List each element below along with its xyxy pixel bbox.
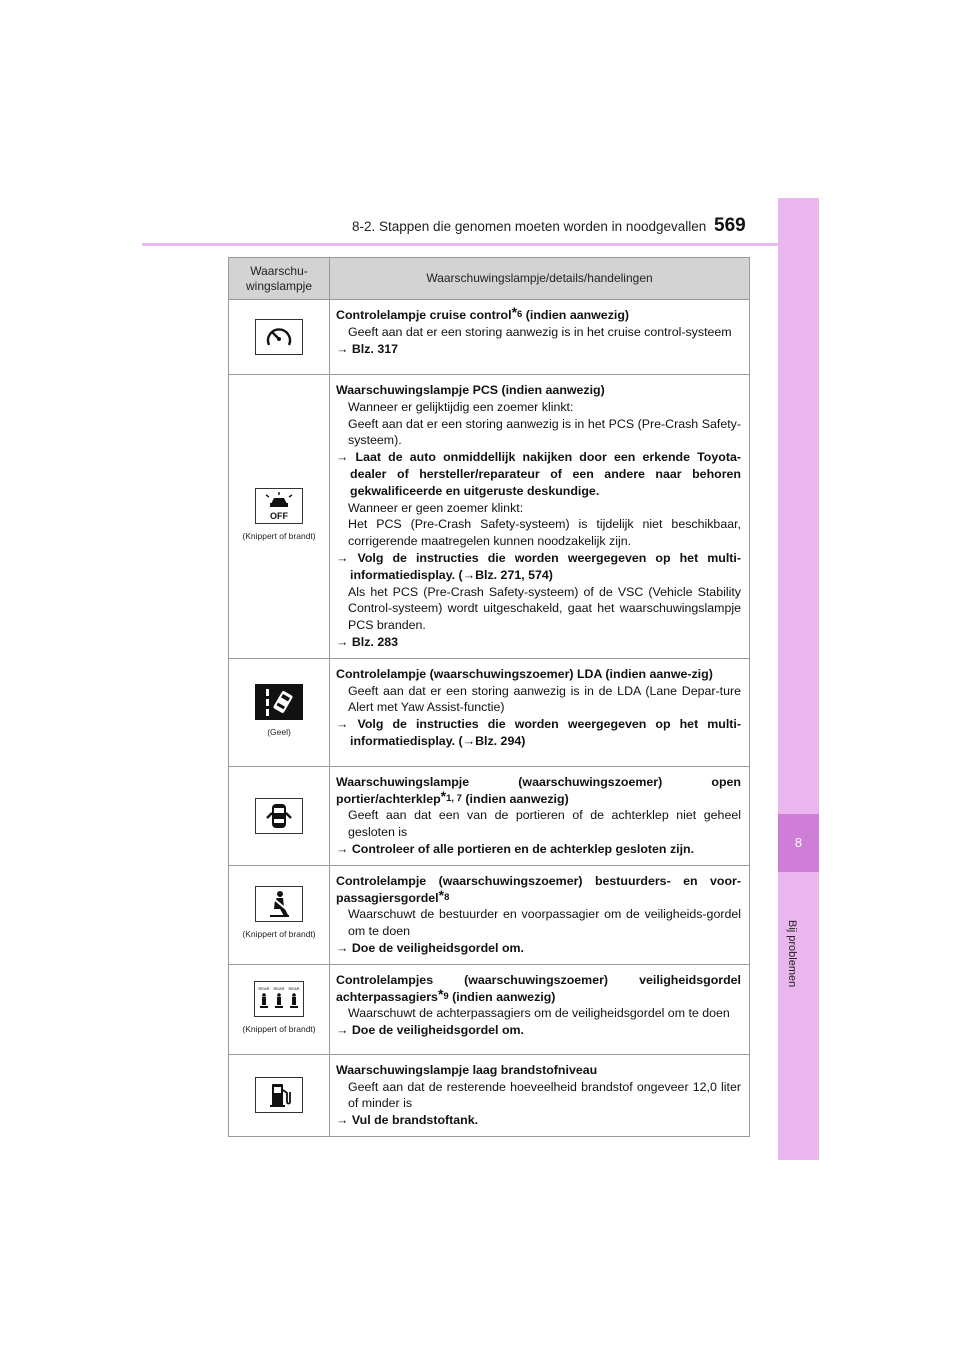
table-row: [229, 658, 750, 766]
chapter-side-tab: [778, 198, 819, 1160]
warning-lights-table: [228, 257, 750, 1137]
chapter-number: 8: [778, 814, 819, 872]
table-row: [229, 766, 750, 865]
svg-text:OFF: OFF: [270, 510, 288, 521]
row-description: Wanneer er geen zoemer klinkt:: [348, 500, 524, 515]
table-row: [229, 1054, 750, 1136]
row-description: Geeft aan dat er een storing aanwezig is in de LDA (Lane Depar-ture Alert met Yaw Assist-functie): [348, 683, 741, 715]
column-header-details: Waarschuwingslampje/details/handelingen: [330, 258, 750, 300]
svg-text:REAR: REAR: [288, 985, 300, 991]
icon-caption: (Knippert of brandt): [242, 929, 316, 940]
table-header-row: [229, 258, 750, 300]
row-title: Waarschuwingslampje (waarschuwingszoemer) open portier/achterklep$^{*1, 7}$ (indien aanwezig): [336, 774, 741, 806]
table-row: [229, 964, 750, 1054]
row-description: Waarschuwt de bestuurder en voorpassagier om de veiligheids-gordel om te doen: [348, 907, 741, 939]
row-description: Geeft aan dat de resterende hoeveelheid brandstof ongeveer 12,0 liter of minder is: [348, 1079, 741, 1111]
page-number: 569: [714, 215, 746, 236]
door-open-icon: [255, 798, 303, 834]
row-title: Controlelampje (waarschuwingszoemer) bestuurders- en voor-passagiersgordel$^{*8}$: [336, 873, 741, 905]
row-title: Waarschuwingslampje laag brandstofniveau: [336, 1062, 598, 1077]
row-title: Waarschuwingslampje PCS (indien aanwezig): [336, 383, 605, 397]
page-header: [142, 216, 818, 246]
icon-caption: (Knippert of brandt): [242, 530, 316, 541]
row-title: Controlelampje cruise control$^{*6}$ (indien aanwezig): [336, 304, 630, 322]
table-row: [229, 300, 750, 375]
row-action: → Doe de veiligheidsgordel om.: [336, 1022, 741, 1039]
row-description: Geeft aan dat er een storing aanwezig is in het cruise control-systeem: [348, 324, 732, 339]
row-action: → Volg de instructies die worden weergegeven op het multi-informatiedisplay. (→Blz. 271, 574): [336, 550, 741, 584]
lda-lane-icon: [255, 684, 303, 720]
row-action: → Volg de instructies die worden weergegeven op het multi-informatiedisplay. (→Blz. 294): [336, 716, 741, 750]
table-row: [229, 865, 750, 964]
svg-text:REAR: REAR: [273, 985, 285, 991]
pcs-off-icon: [255, 488, 303, 524]
row-description: Het PCS (Pre-Crash Safety-systeem) is tijdelijk niet beschikbaar, corrigerende maatregelen kunnen noodzakelijk zijn.: [348, 517, 741, 549]
row-description: Wanneer er gelijktijdig een zoemer klinkt:: [348, 399, 574, 414]
row-action: → Doe de veiligheidsgordel om.: [336, 940, 741, 957]
row-description: Geeft aan dat een van de portieren of de achterklep niet geheel gesloten is: [348, 808, 741, 840]
row-title: Controlelampje (waarschuwingszoemer) LDA (indien aanwe-zig): [336, 666, 713, 681]
row-action: → Controleer of alle portieren en de achterklep gesloten zijn.: [336, 841, 741, 858]
seatbelt-icon: [255, 886, 303, 922]
table-row: [229, 375, 750, 659]
icon-caption: (Geel): [267, 726, 291, 737]
row-description: Als het PCS (Pre-Crash Safety-systeem) of de VSC (Vehicle Stability Control-systeem) wordt uitgeschakeld, gaat het waarschuwingslampje PCS branden.: [348, 584, 741, 633]
row-action: → Blz. 317: [336, 341, 741, 358]
row-description: Waarschuwt de achterpassagiers om de veiligheidsgordel om te doen: [348, 1006, 730, 1021]
row-action: → Blz. 283: [336, 634, 741, 651]
row-action: → Vul de brandstoftank.: [336, 1112, 741, 1129]
row-action: → Laat de auto onmiddellijk nakijken door een erkende Toyota-dealer of hersteller/reparateur of een andere naar behoren gekwalificeerde en uitgeruste deskundige.: [336, 449, 741, 499]
chapter-label: Bij problemen: [786, 920, 798, 988]
icon-caption: (Knippert of brandt): [242, 1023, 316, 1034]
fuel-pump-icon: [255, 1077, 303, 1113]
section-title: 8-2. Stappen die genomen moeten worden in noodgevallen: [352, 219, 707, 234]
rear-seatbelt-icon: [254, 981, 304, 1017]
cruise-control-icon: [255, 319, 303, 355]
row-title: Controlelampjes (waarschuwingszoemer) veiligheidsgordel achterpassagiers$^{*9}$ (indien aanwezig): [336, 972, 741, 1004]
row-description: Geeft aan dat er een storing aanwezig is in het PCS (Pre-Crash Safety-systeem).: [348, 416, 741, 448]
column-header-light: Waarschu- wingslampje: [229, 258, 330, 300]
svg-text:REAR: REAR: [258, 985, 270, 991]
